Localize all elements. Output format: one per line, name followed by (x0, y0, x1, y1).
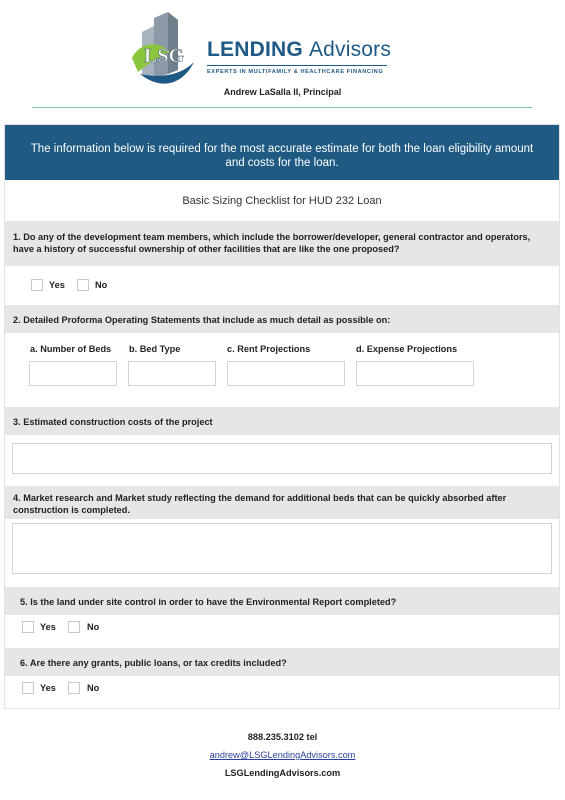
q1-no-label: No (95, 280, 108, 290)
footer-phone: 888.235.3102 tel (247, 732, 318, 742)
lsg-logo (130, 12, 196, 90)
q2-expense-label: d. Expense Projections (356, 344, 458, 354)
beds-input[interactable] (29, 361, 117, 386)
page-header (0, 0, 565, 110)
q5-yes-checkbox[interactable] (22, 621, 34, 633)
q6-yes-checkbox[interactable] (22, 682, 34, 694)
q2-rent-label: c. Rent Projections (227, 344, 311, 354)
q6-no-checkbox[interactable] (68, 682, 80, 694)
footer-website: LSGLendingAdvisors.com (224, 768, 341, 778)
question-3: 3. Estimated construction costs of the project (5, 407, 559, 435)
q6-yes-label: Yes (40, 683, 56, 693)
market-study-input[interactable] (12, 523, 552, 574)
brand-name-light: Advisors (308, 38, 392, 61)
info-banner: The information below is required for the most accurate estimate for both the loan eligibility amount and costs for the loan. (5, 125, 559, 180)
brand-divider (207, 65, 387, 66)
logo-lettering: LSG (144, 45, 185, 67)
rent-projections-input[interactable] (227, 361, 345, 386)
question-4: 4. Market research and Market study reflecting the demand for additional beds that can be quickly absorbed after construction is completed. (5, 486, 559, 519)
q1-yes-label: Yes (49, 280, 65, 290)
q2-bed-type-label: b. Bed Type (129, 344, 181, 354)
q6-no-label: No (87, 683, 100, 693)
q5-no-label: No (87, 622, 100, 632)
brand-tagline: EXPERTS IN MULTIFAMILY & HEALTHCARE FINANCING (207, 69, 384, 75)
construction-costs-input[interactable] (12, 443, 552, 474)
principal-name: Andrew LaSalla II, Principal (223, 87, 342, 97)
brand-block (207, 38, 391, 75)
question-2: 2. Detailed Proforma Operating Statements that include as much detail as possible on: (5, 305, 559, 333)
question-1: 1. Do any of the development team members, which include the borrower/developer, general contractor and operators, have a history of successful ownership of other facilities that are like the one proposed? (5, 221, 559, 266)
brand-name (207, 38, 391, 62)
footer-email-link[interactable]: andrew@LSGLendingAdvisors.com (209, 750, 356, 760)
form-title: Basic Sizing Checklist for HUD 232 Loan (182, 195, 382, 207)
q2-beds-label: a. Number of Beds (30, 344, 112, 354)
bed-type-input[interactable] (128, 361, 216, 386)
q5-no-checkbox[interactable] (68, 621, 80, 633)
question-5: 5. Is the land under site control in order to have the Environmental Report completed? (5, 587, 559, 615)
header-divider (32, 107, 532, 108)
q5-yes-label: Yes (40, 622, 56, 632)
checklist-form (4, 124, 560, 709)
question-6: 6. Are there any grants, public loans, or tax credits included? (5, 648, 559, 676)
q1-no-checkbox[interactable] (77, 279, 89, 291)
expense-projections-input[interactable] (356, 361, 474, 386)
q1-yes-checkbox[interactable] (31, 279, 43, 291)
brand-name-bold: LENDING (207, 38, 303, 61)
